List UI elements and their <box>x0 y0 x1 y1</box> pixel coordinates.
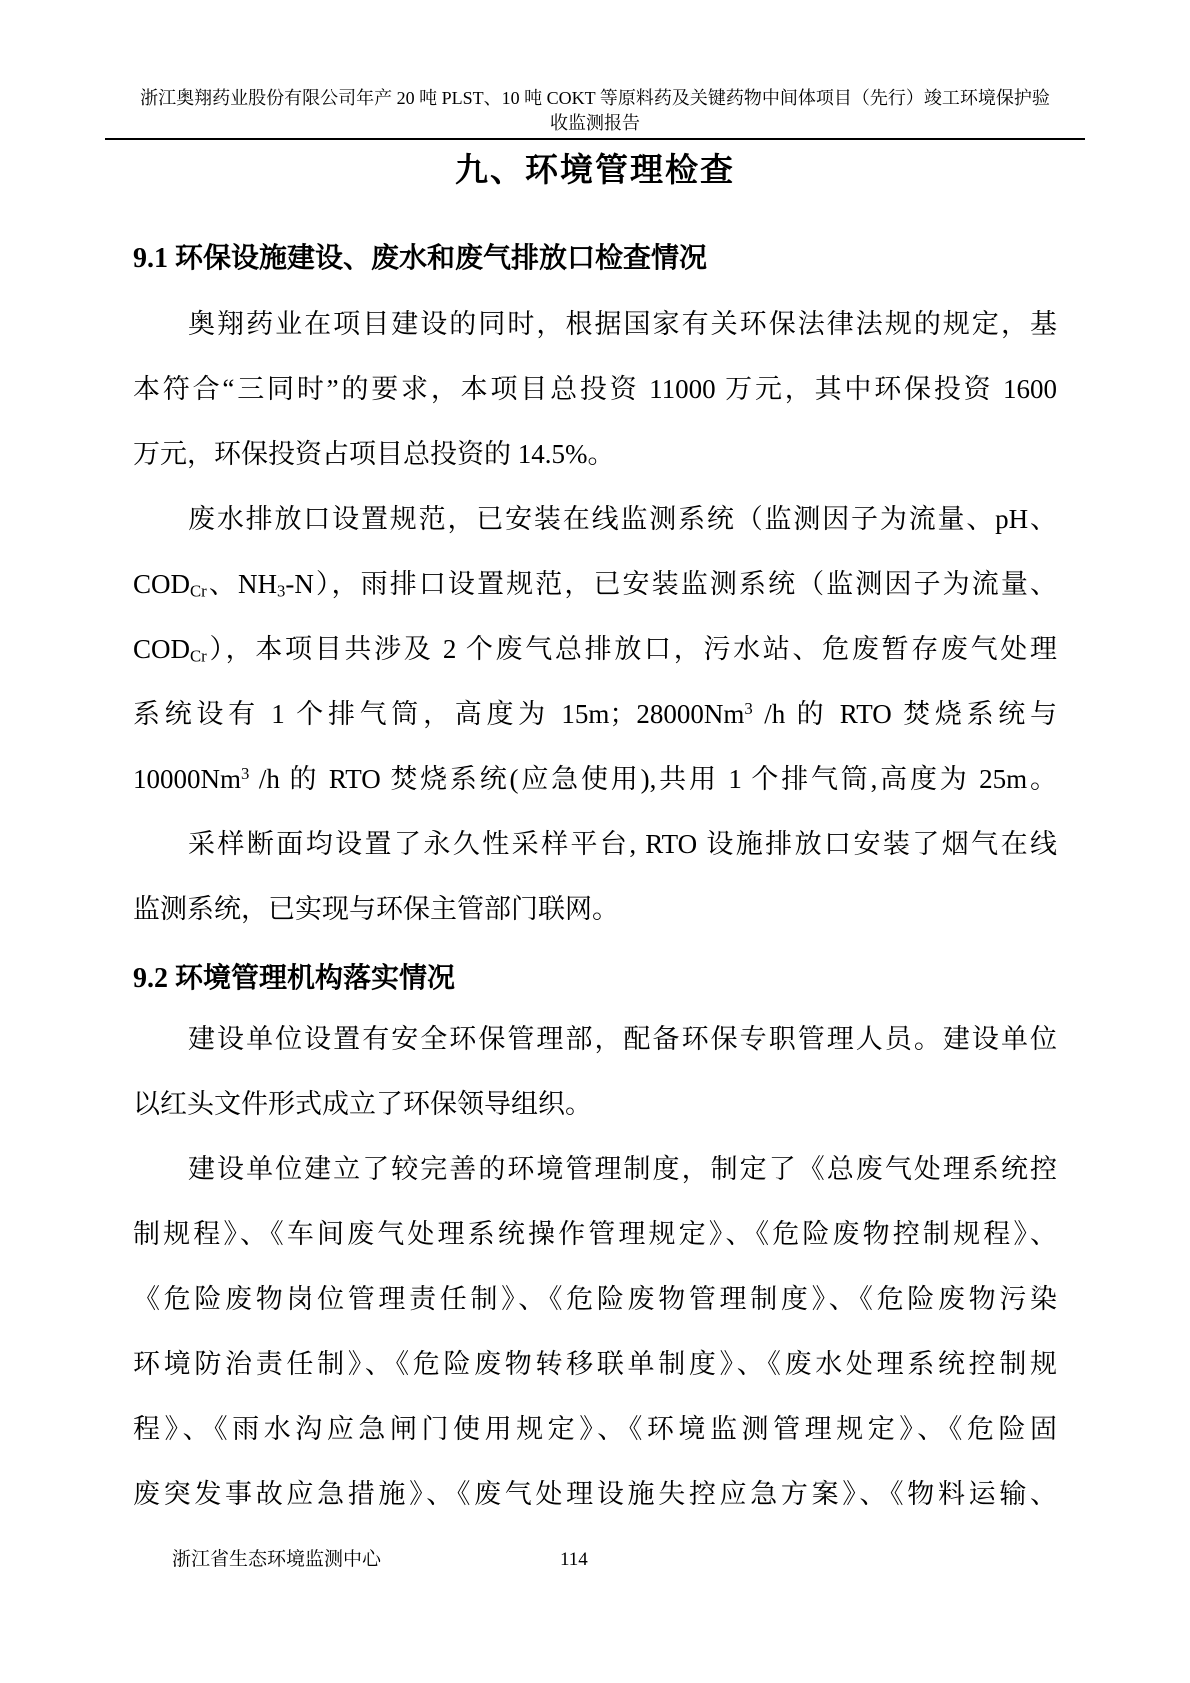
paragraph-organization <box>133 1007 1057 1137</box>
section-heading-9-2: 9.2 环境管理机构落实情况 <box>133 963 456 994</box>
body-line: 建设单位建立了较完善的环境管理制度，制定了《总废气处理系统控 <box>188 1154 1057 1184</box>
body-line: 奥翔药业在项目建设的同时，根据国家有关环保法律法规的规定，基 <box>188 309 1057 339</box>
subscript: 3 <box>276 581 286 601</box>
footer-organization: 浙江省生态环境监测中心 <box>172 1549 382 1570</box>
paragraph-outlets <box>133 487 1057 812</box>
body-line: 监测系统，已实现与环保主管部门联网。 <box>133 894 619 924</box>
paragraph-investment <box>133 292 1057 487</box>
superscript: 3 <box>744 698 753 718</box>
body-line: $COD_{Cr}$、$NH_3-N$），雨排口设置规范，已安装监测系统（监测因子为流量、 <box>133 569 1057 601</box>
page-footer <box>0 1545 1190 1575</box>
paragraph-sampling <box>133 812 1057 942</box>
header-line-1: 浙江奥翔药业股份有限公司年产 20 吨 PLST、10 吨 COKT 等原料药及关键药物中间体项目（先行）竣工环境保护验 <box>140 88 1050 108</box>
body-line: 环境防治责任制》、《危险废物转移联单制度》、《废水处理系统控制规 <box>133 1349 1057 1379</box>
chapter-title: 九、环境管理检查 <box>455 153 735 189</box>
body-line: 万元，环保投资占项目总投资的 14.5%。 <box>133 439 615 469</box>
header-line-2: 收监测报告 <box>550 113 640 133</box>
page-header <box>105 0 1085 140</box>
body-line: 程》、《雨水沟应急闸门使用规定》、《环境监测管理规定》、《危险固 <box>133 1414 1057 1444</box>
superscript: 3 <box>241 763 250 783</box>
body-line: 废水排放口设置规范，已安装在线监测系统（监测因子为流量、pH、 <box>188 504 1057 534</box>
body-line: 制规程》、《车间废气处理系统操作管理规定》、《危险废物控制规程》、 <box>133 1219 1057 1249</box>
paragraph-regulations <box>133 1137 1057 1527</box>
body-line: $COD_{Cr}$），本项目共涉及 2 个废气总排放口，污水站、危废暂存废气处理 <box>133 634 1057 666</box>
body-line: 10000Nm$^3$ /h 的 RTO 焚烧系统(应急使用),共用 1 个排气筒,高度为 25m。 <box>133 763 1057 794</box>
body-line: 《危险废物岗位管理责任制》、《危险废物管理制度》、《危险废物污染 <box>133 1284 1057 1314</box>
body-line: 系统设有 1 个排气筒，高度为 15m；28000Nm$^3$ /h 的 RTO 焚烧系统与 <box>133 698 1057 729</box>
body-line: 采样断面均设置了永久性采样平台, RTO 设施排放口安装了烟气在线 <box>188 829 1057 859</box>
body-line: 本符合“三同时”的要求，本项目总投资 11000 万元，其中环保投资 1600 <box>133 374 1057 404</box>
body-line: 废突发事故应急措施》、《废气处理设施失控应急方案》、《物料运输、 <box>133 1479 1057 1509</box>
page-number: 114 <box>560 1549 588 1570</box>
document-body <box>133 148 1057 1527</box>
section-heading-9-1: 9.1 环保设施建设、废水和废气排放口检查情况 <box>133 243 708 274</box>
body-line: 以红头文件形式成立了环保领导组织。 <box>133 1089 592 1119</box>
body-line: 建设单位设置有安全环保管理部，配备环保专职管理人员。建设单位 <box>188 1024 1057 1054</box>
subscript: Cr <box>190 646 207 666</box>
subscript: Cr <box>190 581 207 601</box>
